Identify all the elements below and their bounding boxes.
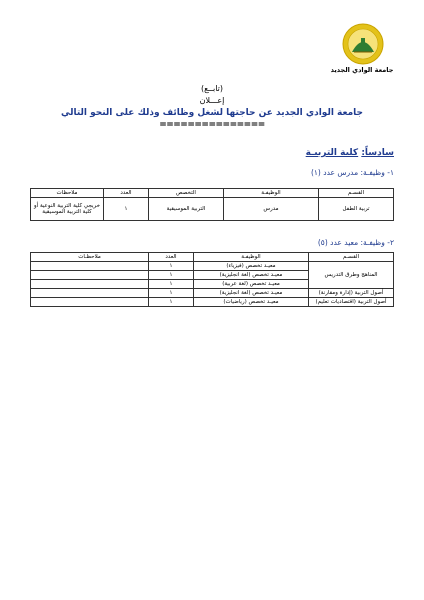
header-cell: التخصص [149,189,224,198]
table-cell: معيـد تخصص (لغة انجليزية) [194,289,309,298]
table-cell: ١ [104,198,149,221]
table-cell: ١ [149,289,194,298]
table-cell: معيـد تخصص (لغة انجليزية) [194,271,309,280]
table-cell: معيـد تخصص (لغة عربية) [194,280,309,289]
table-cell: أصول التربية (اقتصاديات تعليم) [309,298,394,307]
table-cell: مدرس [224,198,319,221]
heading-follow: (تابــع) [200,84,224,93]
job2-table [30,252,394,307]
table-cell: ١ [149,262,194,271]
table-cell: ١ [149,271,194,280]
header-cell: القسـم [309,253,394,262]
heading-announcement: إعـــلان [199,96,225,105]
heading-divider: =============== [159,120,265,130]
section-title [306,148,394,158]
job1-label: ١- وظيفـة: مدرس عدد (١) [310,168,394,177]
table-cell: تربية الطفل [319,198,394,221]
table-row [31,262,394,271]
table-cell [31,262,149,271]
job2-label: ٢- وظيفـة: معيد عدد (٥) [317,238,394,247]
header-cell: العدد [149,253,194,262]
table-cell: معيـد تخصص (رياضيات) [194,298,309,307]
header-cell: العدد [104,189,149,198]
table-cell: ١ [149,280,194,289]
table-cell: معيـد تخصص (فيزياء) [194,262,309,271]
table-header-row [31,189,394,198]
university-name: جامعة الوادي الجديد [330,66,394,74]
table-cell: التربية الموسيقية [149,198,224,221]
table-row [31,289,394,298]
table-row [31,298,394,307]
section-prefix: سادساً: [361,148,394,158]
table-cell [31,289,149,298]
job1-table [30,188,394,221]
header-cell: الوظيفـة [224,189,319,198]
table-cell: ١ [149,298,194,307]
header-cell: ملاحظـات [31,253,149,262]
university-seal-icon [340,22,386,66]
heading-description: جامعة الوادي الجديد عن حاجتها لشغل وظائف وذلك على النحو التالي [60,108,364,118]
table-cell [31,271,149,280]
table-cell: خريجي كلية التربية النوعية أو كلية التربية الموسيقية [31,198,104,221]
section-faculty: كلية التربيـة [305,148,359,158]
table-cell: أصول التربية (إدارة ومقارنة) [309,289,394,298]
table-header-row [31,253,394,262]
table-row [31,198,394,221]
table-cell [31,280,149,289]
header-cell: ملاحظات [31,189,104,198]
header-cell: الوظيفـة [194,253,309,262]
table-cell: المناهج وطرق التدريس [309,262,394,289]
table-cell [31,298,149,307]
header-cell: القسـم [319,189,394,198]
